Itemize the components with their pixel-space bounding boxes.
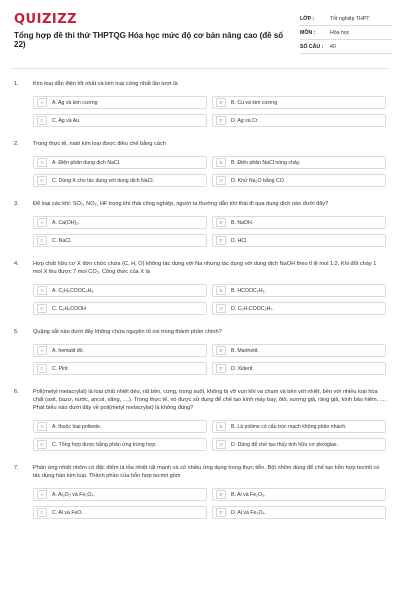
option-text: C. Al và FeO. xyxy=(52,509,83,516)
answer-options xyxy=(33,96,386,127)
question-text: Hợp chất hữu cơ X đơn chức chứa (C, H, O) không tác dụng với Na nhưng tác dụng với dung dịch NaOH theo tỉ lệ mol 1:2. Khi đốt cháy 1 mol X thu được 7 mol CO₂. Công thức của X là xyxy=(33,261,377,275)
option-letter-box: D xyxy=(216,236,226,245)
answer-option-c[interactable] xyxy=(33,362,207,375)
option-text: A. Ca(OH)₂. xyxy=(52,219,80,226)
answer-option-b[interactable] xyxy=(212,488,386,501)
answer-option-c[interactable] xyxy=(33,174,207,187)
question-item xyxy=(14,388,386,451)
quizizz-logo: QUIZIZZ xyxy=(14,12,78,27)
answer-options xyxy=(33,488,386,519)
option-letter-box: A xyxy=(37,422,47,431)
option-letter-box: A xyxy=(37,158,47,167)
option-letter-box: B xyxy=(216,98,226,107)
option-text: B. NaOH. xyxy=(231,219,254,226)
question-text: Để loại các khí: SO₂, NO₂, HF trong khí thải công nghiệp, người ta thường dẫn khí thải đi qua dung dịch nào dưới đây? xyxy=(33,201,329,207)
option-letter-box: A xyxy=(37,98,47,107)
option-letter-box: D xyxy=(216,304,226,313)
option-letter-box: C xyxy=(37,364,47,373)
option-text: B. Al và Fe₂O₃. xyxy=(231,491,266,498)
question-text: Phản ứng nhiệt nhôm có đặc điểm là tỏa nhiệt rất mạnh và có nhiều ứng dụng trong thực tiễn. Bột nhôm dùng để chế tạo hỗn hợp tecmit có tác dụng hàn kim loại. Thành phần của hỗn hợp tecmit gồm xyxy=(33,465,380,479)
question-number: 4. xyxy=(14,261,19,267)
option-letter-box: A xyxy=(37,218,47,227)
meta-row-subject xyxy=(300,26,392,40)
option-letter-box: C xyxy=(37,304,47,313)
answer-option-d[interactable] xyxy=(212,302,386,315)
option-letter-box: B xyxy=(216,286,226,295)
meta-key: SỐ CÂU : xyxy=(300,43,324,50)
option-text: D. Al và Fe₃O₄. xyxy=(231,509,267,516)
option-letter-box: B xyxy=(216,346,226,355)
option-text: A. Điện phân dung dịch NaCl. xyxy=(52,159,121,166)
option-text: D. Xiderit. xyxy=(231,365,254,372)
page-title: Tổng hợp đề thi thử THPTQG Hóa học mức độ cơ bản nâng cao (đề số 22) xyxy=(14,31,284,49)
answer-options xyxy=(33,284,386,315)
option-text: C. Dùng K cho tác dụng với dung dịch NaCl. xyxy=(52,177,155,184)
answer-option-c[interactable] xyxy=(33,234,207,247)
answer-option-c[interactable] xyxy=(33,114,207,127)
question-number: 7. xyxy=(14,465,19,471)
answer-option-b[interactable] xyxy=(212,216,386,229)
answer-option-c[interactable] xyxy=(33,506,207,519)
question-head xyxy=(14,260,386,276)
option-text: D. Ag và Cr xyxy=(231,117,258,124)
question-item xyxy=(14,80,386,127)
option-text: A. Al₂O₃ và Fe₃O₄. xyxy=(52,491,95,498)
answer-option-a[interactable] xyxy=(33,488,207,501)
answer-option-d[interactable] xyxy=(212,506,386,519)
answer-option-b[interactable] xyxy=(212,344,386,357)
question-head xyxy=(14,328,386,336)
option-letter-box: C xyxy=(37,440,47,449)
question-head xyxy=(14,464,386,480)
question-item xyxy=(14,328,386,375)
option-text: D. C₃H₇COOC₂H₇. xyxy=(231,305,274,312)
question-text: Trong thực tế, natri kim loại được điều chế bằng cách xyxy=(33,141,166,147)
question-head xyxy=(14,200,386,208)
meta-value: Tốt nghiệp THPT xyxy=(330,15,370,22)
question-number: 2. xyxy=(14,141,19,147)
option-letter-box: A xyxy=(37,346,47,355)
option-text: A. thuộc loại polieste. xyxy=(52,423,102,430)
meta-key: MÔN : xyxy=(300,29,316,36)
question-number: 1. xyxy=(14,81,19,87)
option-text: B. Điện phân NaCl nóng chảy. xyxy=(231,159,301,166)
answer-option-a[interactable] xyxy=(33,344,207,357)
answer-option-a[interactable] xyxy=(33,420,207,433)
option-letter-box: D xyxy=(216,508,226,517)
question-text: Poli(metyl metacrylat) là loại chất nhiệt dẻo, rất bền, cứng, trong suốt, không bị vỡ vụn khi va chạm và bền với nhiệt, bền với nhiều loại hóa chất (axit, bazơ, nước, ancol, xăng, ....). Trong thực tế, nó được sử dụng để chế tạo kính máy bay, ôtô, xương giả, răng giả, kính bảo hiểm, .... Phát biểu nào dưới đây về poli(metyl metacrylat) là không đúng? xyxy=(33,389,386,411)
option-letter-box: D xyxy=(216,364,226,373)
option-text: C. Tổng hợp được bằng phản ứng trùng hợp. xyxy=(52,441,157,448)
option-text: D. HCl. xyxy=(231,237,248,244)
answer-option-a[interactable] xyxy=(33,96,207,109)
option-letter-box: B xyxy=(216,218,226,227)
answer-option-b[interactable] xyxy=(212,156,386,169)
answer-option-a[interactable] xyxy=(33,284,207,297)
answer-options xyxy=(33,344,386,375)
answer-options xyxy=(33,216,386,247)
option-text: A. C₂H₅COOC₄H₉ xyxy=(52,287,94,294)
question-number: 6. xyxy=(14,389,19,395)
option-text: B. HCOOC₆H₅ xyxy=(231,287,265,294)
answer-option-a[interactable] xyxy=(33,216,207,229)
option-letter-box: C xyxy=(37,508,47,517)
option-letter-box: C xyxy=(37,176,47,185)
question-head xyxy=(14,388,386,412)
meta-key: LỚP : xyxy=(300,15,315,22)
option-letter-box: C xyxy=(37,116,47,125)
meta-value: 40 xyxy=(330,43,336,50)
option-text: A. hematit đỏ. xyxy=(52,347,85,354)
option-text: C. C₆H₅COOH xyxy=(52,305,86,312)
meta-row-count xyxy=(300,40,392,54)
option-letter-box: A xyxy=(37,286,47,295)
option-letter-box: B xyxy=(216,158,226,167)
header-divider xyxy=(10,68,390,69)
answer-options xyxy=(33,156,386,187)
question-item xyxy=(14,200,386,247)
answer-option-c[interactable] xyxy=(33,302,207,315)
question-item xyxy=(14,140,386,187)
meta-value: Hóa học xyxy=(330,29,350,36)
answer-option-d[interactable] xyxy=(212,362,386,375)
answer-options xyxy=(33,420,386,451)
question-head xyxy=(14,140,386,148)
question-item xyxy=(14,260,386,315)
meta-row-class xyxy=(300,12,392,26)
answer-option-a[interactable] xyxy=(33,156,207,169)
answer-option-d[interactable] xyxy=(212,234,386,247)
meta-table xyxy=(300,12,392,54)
answer-option-d[interactable] xyxy=(212,174,386,187)
question-list xyxy=(14,80,386,532)
option-letter-box: B xyxy=(216,422,226,431)
option-text: C. NaCl. xyxy=(52,237,72,244)
answer-option-b[interactable] xyxy=(212,420,386,433)
option-letter-box: B xyxy=(216,490,226,499)
option-text: C. Pirit. xyxy=(52,365,70,372)
option-text: D. Khử Na₂O bằng CO. xyxy=(231,177,286,184)
answer-option-b[interactable] xyxy=(212,284,386,297)
option-text: A. Ag và kim cương xyxy=(52,99,98,106)
answer-option-b[interactable] xyxy=(212,96,386,109)
question-number: 3. xyxy=(14,201,19,207)
question-item xyxy=(14,464,386,519)
option-letter-box: C xyxy=(37,236,47,245)
option-letter-box: D xyxy=(216,440,226,449)
question-text: Kim loại dẫn điện tốt nhất và kim loại cứng nhất lần lượt là xyxy=(33,81,178,87)
question-head xyxy=(14,80,386,88)
option-text: C. Ag và Au. xyxy=(52,117,81,124)
answer-option-d[interactable] xyxy=(212,114,386,127)
option-text: B. Là polime có cấu trúc mạch không phân nhánh. xyxy=(231,423,347,430)
option-letter-box: A xyxy=(37,490,47,499)
option-text: D. Dùng để chế tạo thủy tinh hữu cơ plexiglas. xyxy=(231,441,338,448)
option-letter-box: D xyxy=(216,176,226,185)
option-text: B. Cu và kim cương xyxy=(231,99,278,106)
question-text: Quặng sắt nào dưới đây không chứa nguyên tố oxi trong thành phần chính? xyxy=(33,329,222,335)
question-number: 5. xyxy=(14,329,19,335)
option-text: B. Manhetit. xyxy=(231,347,259,354)
answer-option-d[interactable] xyxy=(212,438,386,451)
answer-option-c[interactable] xyxy=(33,438,207,451)
option-letter-box: D xyxy=(216,116,226,125)
